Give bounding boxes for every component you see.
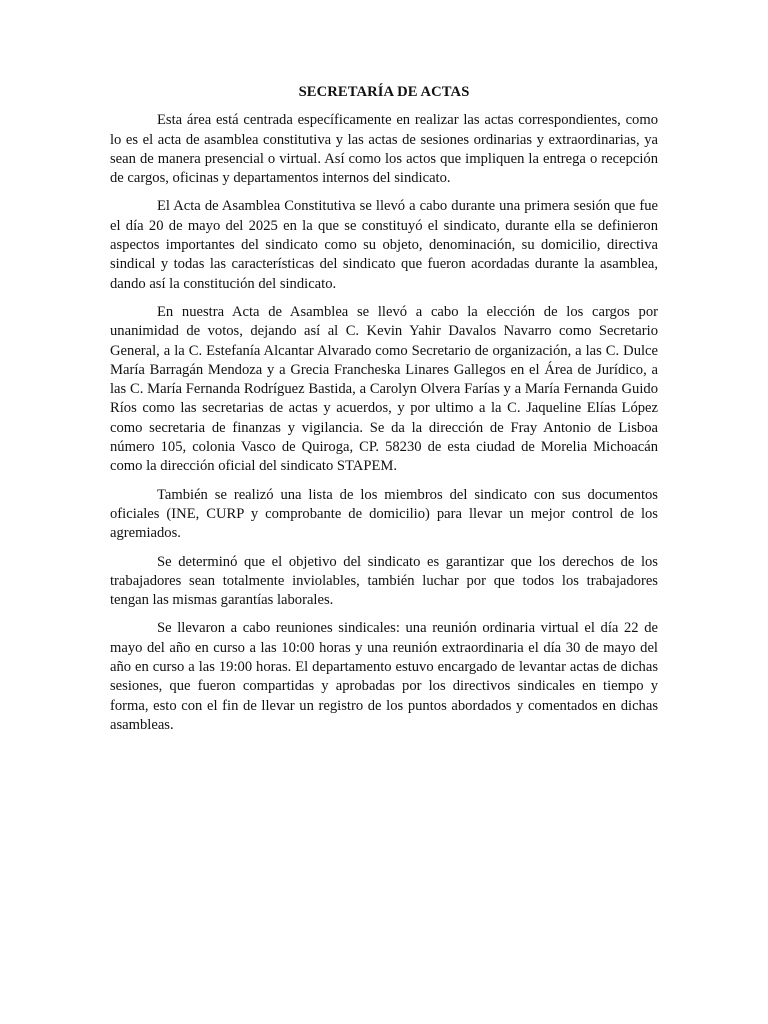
paragraph-4: También se realizó una lista de los miembros del sindicato con sus documentos oficiales (INE, CURP y comprobante de domicilio) para llevar un mejor control de los agremiados. (110, 486, 658, 542)
paragraph-1: Esta área está centrada específicamente en realizar las actas correspondientes, como lo es el acta de asamblea constitutiva y las actas de sesiones ordinarias y extraordinarias, ya sean de manera presencial o virtual. Así como los actos que impliquen la entrega o recepción de cargos, oficinas y departamentos internos del sindicato. (110, 112, 658, 187)
document-body (110, 83, 658, 744)
document-title: SECRETARÍA DE ACTAS (298, 84, 470, 100)
paragraph-6: Se llevaron a cabo reuniones sindicales: una reunión ordinaria virtual el día 22 de mayo del año en curso a las 10:00 horas y una reunión extraordinaria el día 30 de mayo del año en curso a las 19:00 horas. El departamento estuvo encargado de levantar actas de dichas sesiones, que fueron compartidas y aprobadas por los directivos sindicales en tiempo y forma, esto con el fin de llevar un registro de los puntos abordados y comentados en dichas asambleas. (110, 620, 658, 733)
paragraph-2: El Acta de Asamblea Constitutiva se llevó a cabo durante una primera sesión que fue el día 20 de mayo del 2025 en la que se constituyó el sindicato, durante ella se definieron aspectos importantes del sindicato como su objeto, denominación, su domicilio, directiva sindical y todas las características del sindicato que fueron acordadas durante la asamblea, dando así la constitución del sindicato. (110, 198, 658, 292)
paragraph-3: En nuestra Acta de Asamblea se llevó a cabo la elección de los cargos por unanimidad de votos, dejando así al C. Kevin Yahir Davalos Navarro como Secretario General, a la C. Estefanía Alcantar Alvarado como Secretario de organización, a las C. Dulce María Barragán Mendoza y a Grecia Francheska Linares Gallegos en el Área de Jurídico, a las C. María Fernanda Rodríguez Bastida, a Carolyn Olvera Farías y a María Fernanda Guido Ríos como las secretarias de actas y acuerdos, y por ultimo a la C. Jaqueline Elías López como secretaria de finanzas y vigilancia. Se da la dirección de Fray Antonio de Lisboa número 105, colonia Vasco de Quiroga, CP. 58230 de esta ciudad de Morelia Michoacán como la dirección oficial del sindicato STAPEM. (110, 303, 658, 475)
paragraph-5: Se determinó que el objetivo del sindicato es garantizar que los derechos de los trabajadores sean totalmente inviolables, también luchar por que todos los trabajadores tengan las mismas garantías laborales. (110, 553, 658, 609)
